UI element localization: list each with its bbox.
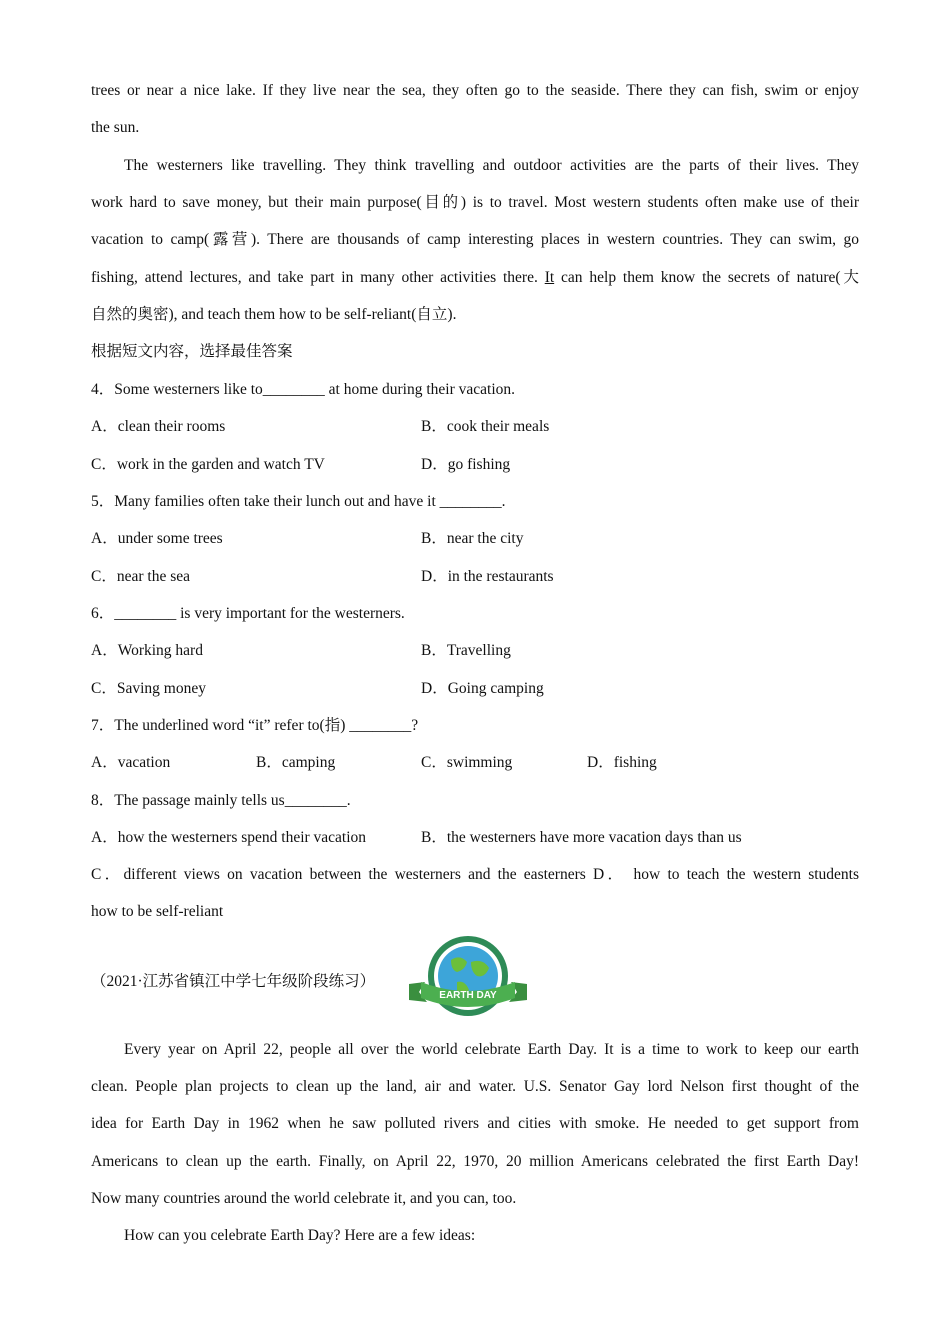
passage1-line-6-before: fishing, attend lectures, and take part in many other activities there. bbox=[91, 269, 545, 286]
passage1-line-3: The westerners like travelling. They think travelling and outdoor activities are the parts of their lives. They bbox=[124, 157, 859, 174]
passage2-line-3: idea for Earth Day in 1962 when he saw polluted rivers and cities with smoke. He needed to get support from bbox=[91, 1115, 859, 1132]
question-6-option-d: D．Going camping bbox=[421, 680, 544, 697]
question-5-option-c: C．near the sea bbox=[91, 568, 190, 585]
question-4-option-b: B．cook their meals bbox=[421, 418, 550, 435]
passage1-line-6-after: can help them know the secrets of nature(大 bbox=[554, 269, 860, 286]
question-8-option-d-continued: how to be self-reliant bbox=[91, 903, 224, 920]
passage1-line-6 bbox=[91, 268, 859, 288]
question-8-stem: 8．The passage mainly tells us________. bbox=[91, 792, 351, 809]
question-5-option-d: D．in the restaurants bbox=[421, 568, 554, 585]
passage2-line-6: How can you celebrate Earth Day? Here are a few ideas: bbox=[124, 1227, 476, 1244]
question-7-option-b: B．camping bbox=[256, 754, 336, 771]
question-7-option-d: D．fishing bbox=[587, 754, 657, 771]
passage1-line-5: vacation to camp(露营). There are thousands of camp interesting places in western countries. They can swim, go bbox=[91, 231, 859, 248]
question-5-stem: 5．Many families often take their lunch out and have it ________. bbox=[91, 493, 506, 510]
question-4-option-c: C．work in the garden and watch TV bbox=[91, 456, 325, 473]
passage1-line-4: work hard to save money, but their main purpose(目的) is to travel. Most western students often make use of their bbox=[91, 194, 859, 211]
question-4-option-d: D．go fishing bbox=[421, 456, 511, 473]
passage1-line-2: the sun. bbox=[91, 119, 140, 136]
question-7-option-c: C．swimming bbox=[421, 754, 513, 771]
badge-text: EARTH DAY bbox=[439, 990, 497, 1001]
source-label: （2021·江苏省镇江中学七年级阶段练习） bbox=[91, 973, 376, 990]
question-8-option-b: B．the westerners have more vacation days than us bbox=[421, 829, 742, 846]
passage2-line-2: clean. People plan projects to clean up the land, air and water. U.S. Senator Gay lord Nelson first thought of the bbox=[91, 1078, 859, 1095]
passage1-line-7: 自然的奥密), and teach them how to be self-reliant(自立). bbox=[91, 306, 457, 323]
earth-day-badge bbox=[405, 932, 531, 1024]
question-4-option-a: A．clean their rooms bbox=[91, 418, 226, 435]
passage1-line-1: trees or near a nice lake. If they live near the sea, they often go to the seaside. There they can fish, swim or enjoy bbox=[91, 82, 859, 99]
earth-day-globe-icon bbox=[405, 932, 531, 1024]
question-6-option-a: A．Working hard bbox=[91, 642, 203, 659]
question-8-option-a: A．how the westerners spend their vacation bbox=[91, 829, 367, 846]
question-7-stem: 7．The underlined word “it” refer to(指) ________? bbox=[91, 717, 419, 734]
passage2-line-4: Americans to clean up the earth. Finally, on April 22, 1970, 20 million Americans celebrated the first Earth Day! bbox=[91, 1153, 859, 1170]
question-5-option-b: B．near the city bbox=[421, 530, 524, 547]
instruction: 根据短文内容，选择最佳答案 bbox=[91, 343, 293, 360]
question-6-option-c: C．Saving money bbox=[91, 680, 206, 697]
underlined-word-it: It bbox=[544, 269, 555, 286]
question-4-stem: 4．Some westerners like to________ at home during their vacation. bbox=[91, 381, 516, 398]
question-7-option-a: A．vacation bbox=[91, 754, 171, 771]
question-8-option-c-d: C．different views on vacation between the westerners and the easterners D． how to teach the western students bbox=[91, 866, 859, 883]
question-5-option-a: A．under some trees bbox=[91, 530, 223, 547]
question-6-option-b: B．Travelling bbox=[421, 642, 511, 659]
passage2-line-5: Now many countries around the world celebrate it, and you can, too. bbox=[91, 1190, 517, 1207]
passage2-line-1: Every year on April 22, people all over the world celebrate Earth Day. It is a time to work to keep our earth bbox=[124, 1041, 859, 1058]
question-6-stem: 6．________ is very important for the westerners. bbox=[91, 605, 405, 622]
